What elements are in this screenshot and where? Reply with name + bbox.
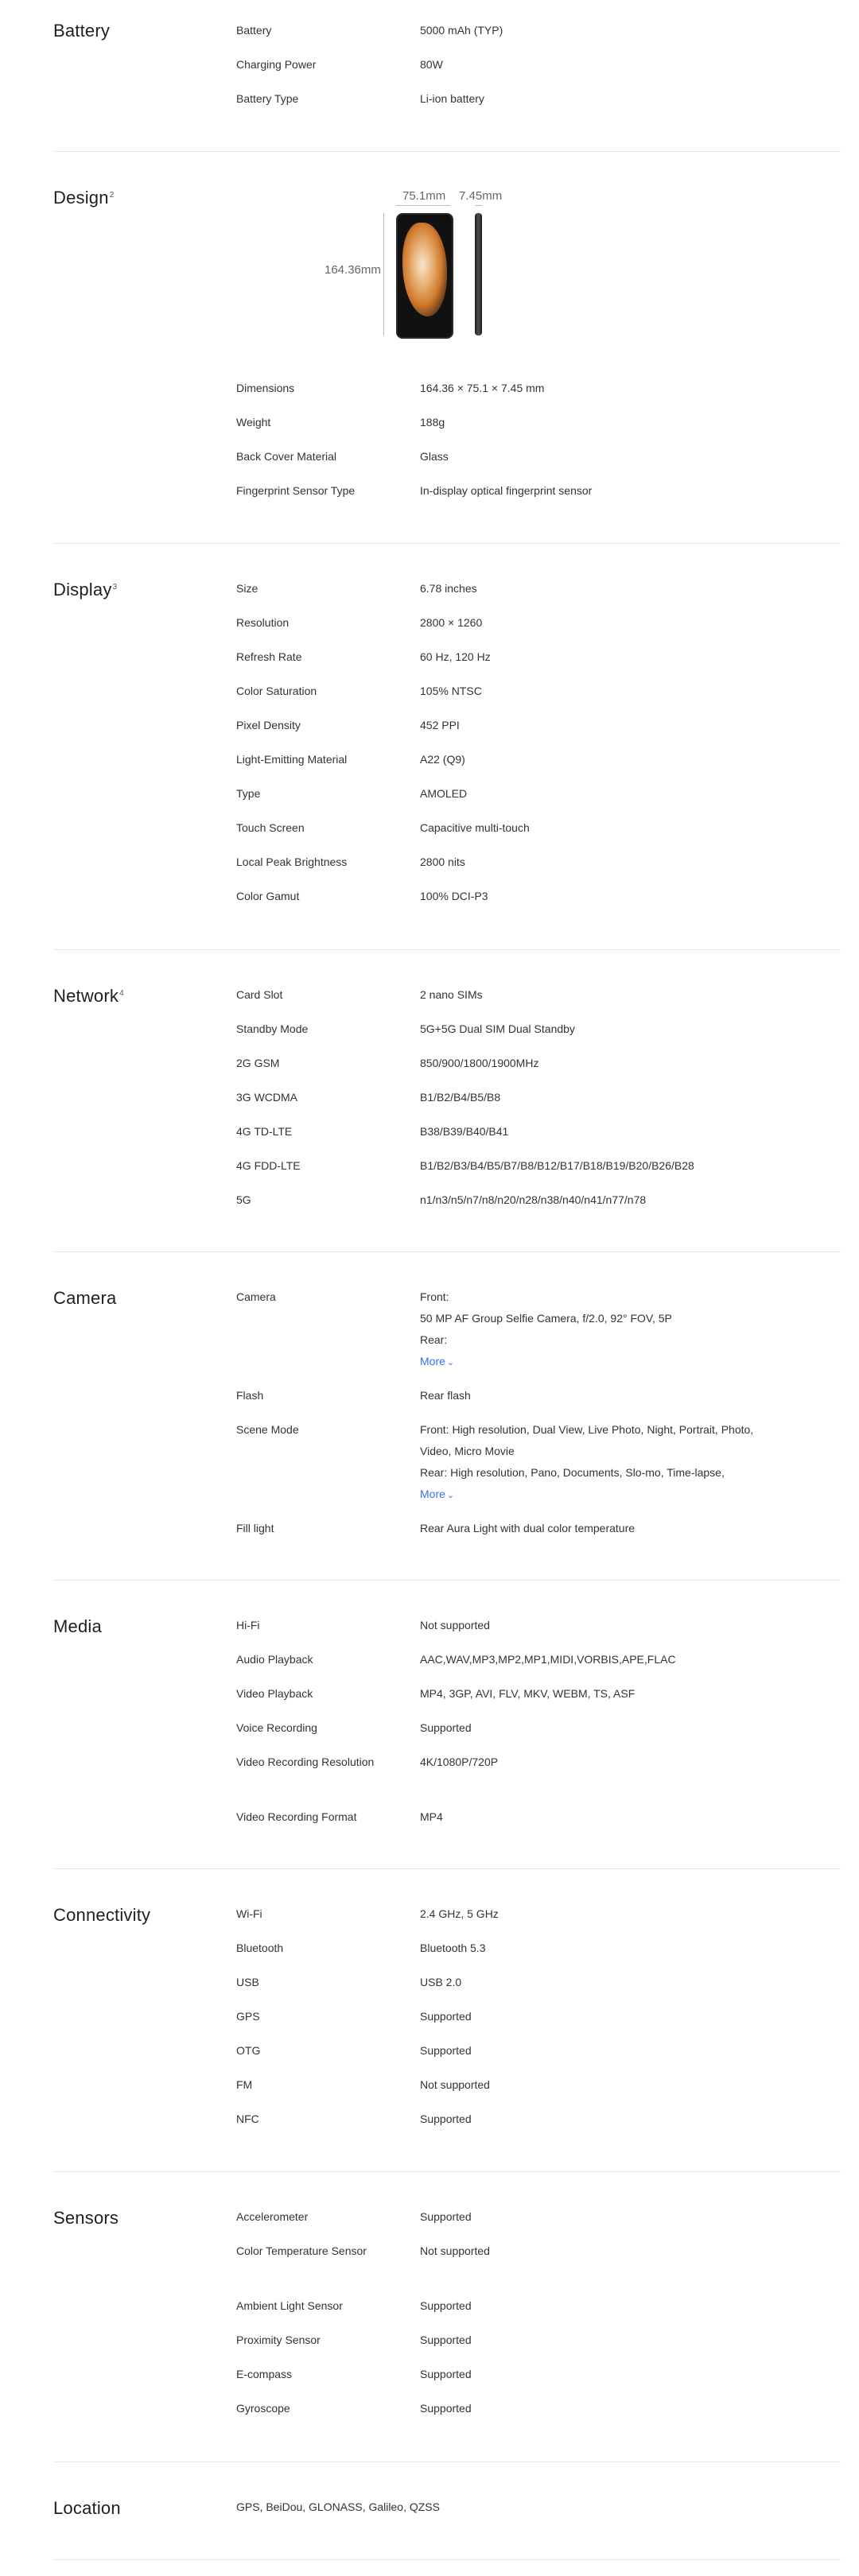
spec-label: Fill light <box>236 1522 274 1534</box>
section-divider <box>53 949 841 950</box>
chevron-down-icon: ⌄ <box>446 1491 455 1500</box>
phone-side-image <box>475 213 482 336</box>
spec-label: NFC <box>236 2112 259 2125</box>
spec-label: Refresh Rate <box>236 650 302 663</box>
spec-row <box>236 1752 841 1794</box>
spec-value: 2.4 GHz, 5 GHz <box>420 1907 499 1920</box>
section-title-battery: Battery <box>53 21 111 41</box>
spec-value: A22 (Q9) <box>420 753 465 766</box>
phone-front-image <box>396 213 453 339</box>
camera-line: 50 MP AF Group Selfie Camera, f/2.0, 92° FOV, 5P <box>420 1312 672 1325</box>
spec-label: 3G WCDMA <box>236 1091 297 1104</box>
spec-label: Hi-Fi <box>236 1619 260 1631</box>
spec-label: Fingerprint Sensor Type <box>236 484 356 497</box>
height-dimension-label: 164.36mm <box>325 263 381 277</box>
spec-row-camera <box>236 1286 841 1374</box>
spec-value: 60 Hz, 120 Hz <box>420 650 491 663</box>
section-title-media: Media <box>53 1616 102 1636</box>
spec-label: Scene Mode <box>236 1423 299 1436</box>
spec-value: In-display optical fingerprint sensor <box>420 484 593 497</box>
spec-label: 2G GSM <box>236 1057 280 1069</box>
spec-label: 4G FDD-LTE <box>236 1159 301 1172</box>
spec-value: Bluetooth 5.3 <box>420 1942 486 1954</box>
spec-label: Pixel Density <box>236 719 301 731</box>
section-divider <box>53 1868 841 1869</box>
spec-value: 5000 mAh (TYP) <box>420 24 503 37</box>
scene-more-link[interactable]: More ⌄ <box>420 1484 818 1507</box>
spec-label: Charging Power <box>236 58 317 71</box>
spec-label: OTG <box>236 2044 261 2057</box>
spec-value: 5G+5G Dual SIM Dual Standby <box>420 1022 575 1035</box>
chevron-down-icon: ⌄ <box>446 1358 455 1368</box>
scene-line: Video, Micro Movie <box>420 1445 515 1457</box>
spec-row-scene-mode <box>236 1419 841 1507</box>
spec-value: 6.78 inches <box>420 582 477 595</box>
spec-label: Flash <box>236 1389 264 1402</box>
depth-dimension-line <box>475 205 482 206</box>
spec-value: 2800 × 1260 <box>420 616 483 629</box>
spec-value: Rear flash <box>420 1389 471 1402</box>
section-divider <box>53 1580 841 1581</box>
spec-label: Dimensions <box>236 382 295 394</box>
spec-value: Li-ion battery <box>420 92 484 105</box>
spec-value: 164.36 × 75.1 × 7.45 mm <box>420 382 545 394</box>
spec-label: Camera <box>236 1290 276 1303</box>
spec-value: Glass <box>420 450 449 463</box>
spec-value: Supported <box>420 2210 472 2223</box>
spec-label: FM <box>236 2078 253 2091</box>
spec-label: Ambient Light Sensor <box>236 2299 343 2312</box>
spec-label: Video Recording Format <box>236 1810 357 1823</box>
section-divider <box>53 2559 841 2560</box>
camera-line: Front: <box>420 1290 449 1303</box>
spec-label: USB <box>236 1976 259 1988</box>
spec-value: Capacitive multi-touch <box>420 821 530 834</box>
spec-value: 188g <box>420 416 445 429</box>
spec-label: Local Peak Brightness <box>236 855 348 868</box>
section-divider <box>53 543 841 544</box>
spec-label: GPS <box>236 2010 260 2023</box>
spec-label: Battery Type <box>236 92 299 105</box>
spec-value: Not supported <box>420 1619 490 1631</box>
spec-label: Standby Mode <box>236 1022 309 1035</box>
spec-label: Battery <box>236 24 272 37</box>
spec-value: 2 nano SIMs <box>420 988 483 1001</box>
section-title-sensors: Sensors <box>53 2208 119 2228</box>
spec-label: Proximity Sensor <box>236 2334 321 2346</box>
section-title-connectivity: Connectivity <box>53 1905 151 1925</box>
spec-value: B38/B39/B40/B41 <box>420 1125 509 1138</box>
spec-value: Supported <box>420 2402 472 2415</box>
spec-value: B1/B2/B3/B4/B5/B7/B8/B12/B17/B18/B19/B20/B26/B28 <box>420 1159 694 1172</box>
spec-label: 5G <box>236 1193 251 1206</box>
spec-value: Supported <box>420 2112 472 2125</box>
spec-value: Supported <box>420 2368 472 2380</box>
spec-value: 4K/1080P/720P <box>420 1755 499 1768</box>
spec-value: Supported <box>420 2299 472 2312</box>
spec-label: Size <box>236 582 258 595</box>
spec-label: Bluetooth <box>236 1942 284 1954</box>
section-divider <box>53 1251 841 1252</box>
spec-value: n1/n3/n5/n7/n8/n20/n28/n38/n40/n41/n77/n78 <box>420 1193 647 1206</box>
spec-label: Back Cover Material <box>236 450 337 463</box>
spec-value: 100% DCI-P3 <box>420 890 488 902</box>
spec-label: Wi-Fi <box>236 1907 262 1920</box>
spec-label: 4G TD-LTE <box>236 1125 293 1138</box>
spec-value: Supported <box>420 2044 472 2057</box>
spec-label: Accelerometer <box>236 2210 309 2223</box>
spec-value: 2800 nits <box>420 855 465 868</box>
camera-more-link[interactable]: More ⌄ <box>420 1351 818 1374</box>
spec-value: Supported <box>420 2334 472 2346</box>
section-divider <box>53 151 841 152</box>
spec-value: Rear Aura Light with dual color temperature <box>420 1522 636 1534</box>
spec-value: AMOLED <box>420 787 468 800</box>
spec-label: Light-Emitting Material <box>236 753 348 766</box>
spec-value: Not supported <box>420 2078 490 2091</box>
spec-label: Video Playback <box>236 1687 313 1700</box>
spec-label: E-compass <box>236 2368 293 2380</box>
spec-value: B1/B2/B4/B5/B8 <box>420 1091 501 1104</box>
spec-value: Supported <box>420 2010 472 2023</box>
spec-label: Video Recording Resolution <box>236 1755 375 1768</box>
spec-label: Resolution <box>236 616 290 629</box>
spec-label: Touch Screen <box>236 821 305 834</box>
section-title-display: Display$^3$ <box>53 580 118 599</box>
spec-label: Color Temperature Sensor <box>236 2244 367 2257</box>
spec-label: Weight <box>236 416 271 429</box>
width-dimension-line <box>396 205 450 206</box>
section-title-network: Network$^4$ <box>53 986 124 1006</box>
width-dimension-label: 75.1mm <box>402 189 446 203</box>
spec-label: Gyroscope <box>236 2402 290 2415</box>
spec-value: 105% NTSC <box>420 685 482 697</box>
scene-line: Rear: High resolution, Pano, Documents, Slo-mo, Time-lapse, <box>420 1466 725 1479</box>
height-dimension-line <box>383 213 384 336</box>
scene-line: Front: High resolution, Dual View, Live Photo, Night, Portrait, Photo, <box>420 1423 754 1436</box>
spec-value: AAC,WAV,MP3,MP2,MP1,MIDI,VORBIS,APE,FLAC <box>420 1653 676 1666</box>
spec-value-scene-mode <box>420 1419 818 1507</box>
spec-label: Audio Playback <box>236 1653 313 1666</box>
spec-value-camera <box>420 1286 818 1374</box>
spec-label: Color Saturation <box>236 685 317 697</box>
spec-value: Not supported <box>420 2244 490 2257</box>
spec-value: 850/900/1800/1900MHz <box>420 1057 539 1069</box>
section-title-camera: Camera <box>53 1288 117 1308</box>
spec-value: 80W <box>420 58 443 71</box>
section-divider <box>53 2171 841 2172</box>
spec-label: Voice Recording <box>236 1721 317 1734</box>
spec-row <box>236 2240 841 2283</box>
spec-value: MP4, 3GP, AVI, FLV, MKV, WEBM, TS, ASF <box>420 1687 636 1700</box>
spec-value: MP4 <box>420 1810 443 1823</box>
spec-label: Type <box>236 787 261 800</box>
location-value: GPS, BeiDou, GLONASS, Galileo, QZSS <box>236 2500 440 2513</box>
spec-value: Supported <box>420 1721 472 1734</box>
spec-value: 452 PPI <box>420 719 460 731</box>
spec-label: Card Slot <box>236 988 283 1001</box>
section-title-location: Location <box>53 2498 121 2518</box>
spec-label: Color Gamut <box>236 890 300 902</box>
section-title-design: Design$^2$ <box>53 188 115 208</box>
depth-dimension-label: 7.45mm <box>459 189 503 203</box>
camera-line: Rear: <box>420 1333 448 1346</box>
spec-value: USB 2.0 <box>420 1976 462 1988</box>
